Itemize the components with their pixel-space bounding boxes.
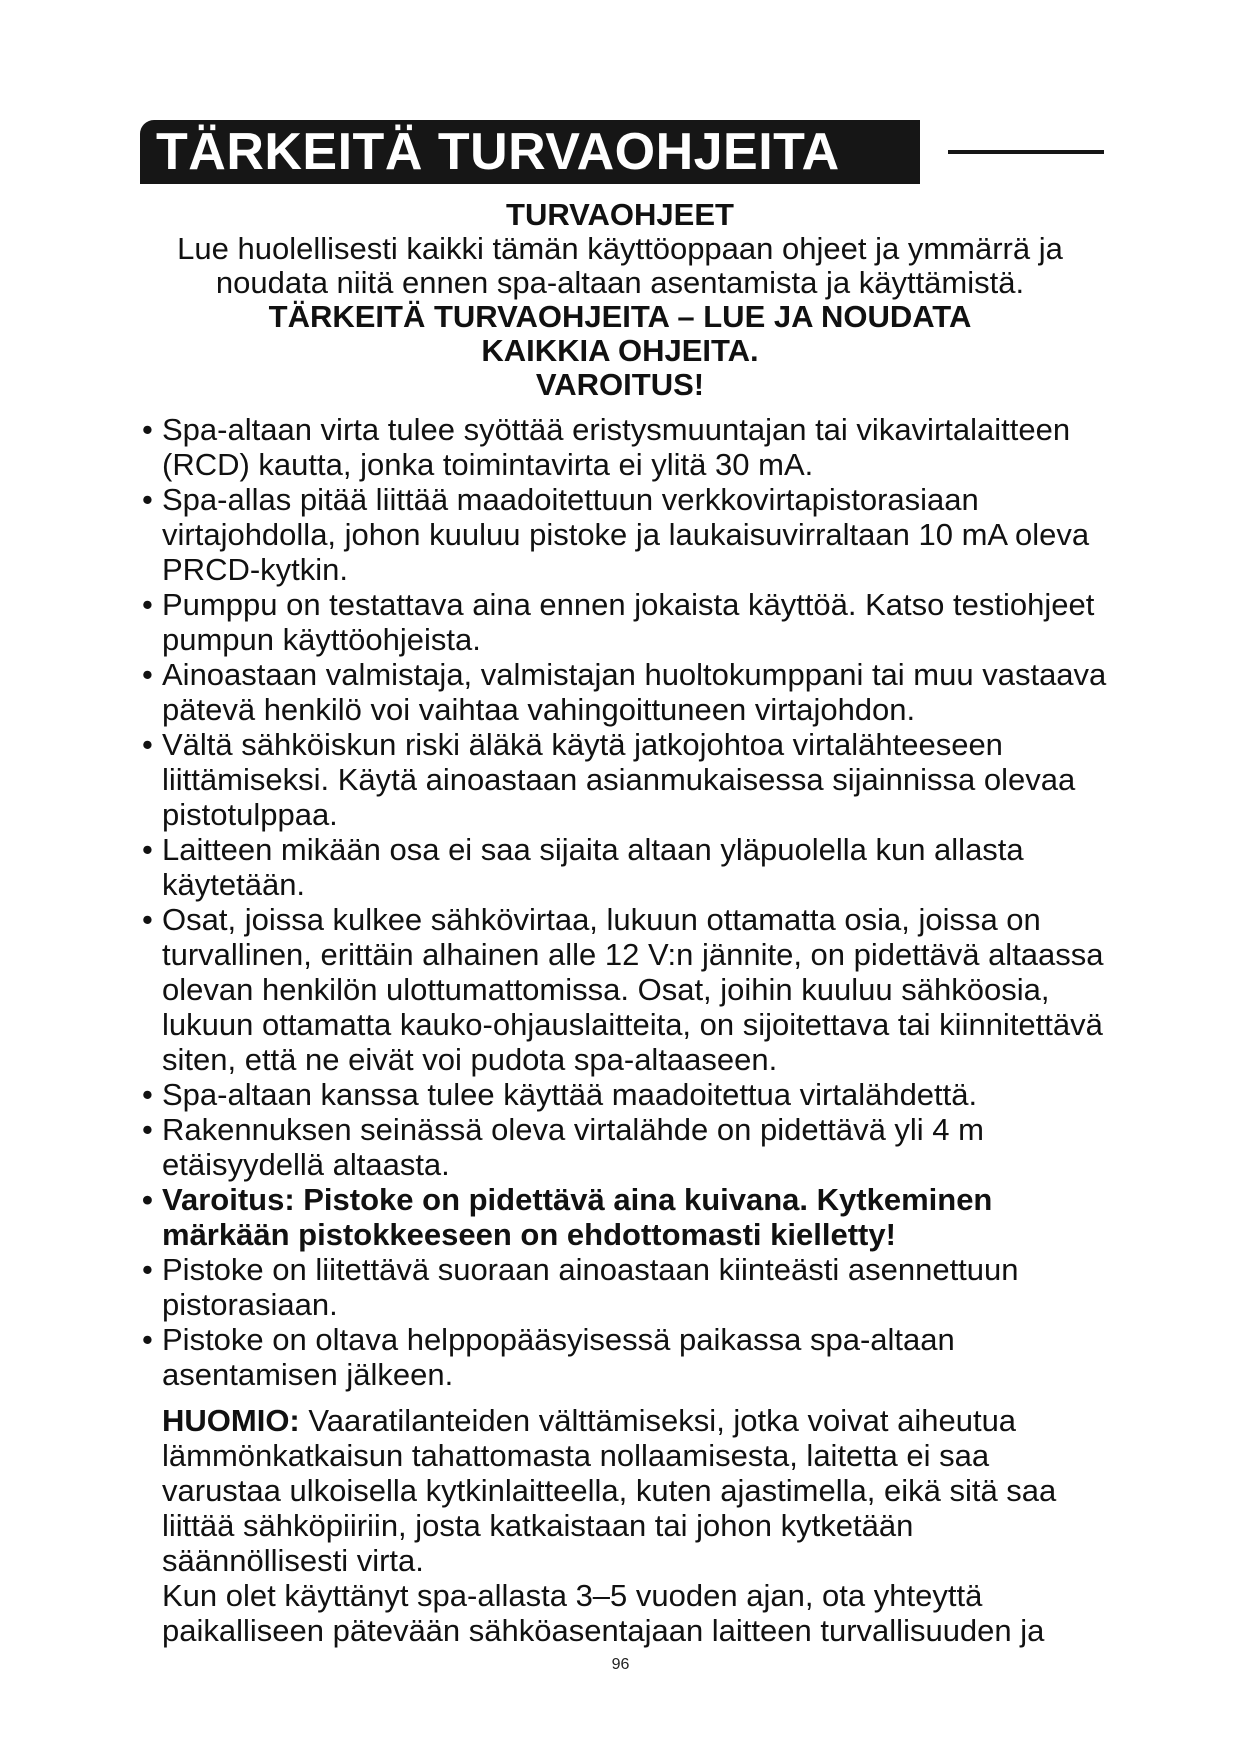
- section-title-banner: [140, 120, 920, 184]
- notice-block: [162, 1403, 1108, 1648]
- subtitle: TURVAOHJEET: [506, 197, 734, 232]
- important-heading-line2: KAIKKIA OHJEITA.: [481, 333, 759, 368]
- page-number: 96: [611, 1656, 630, 1673]
- list-item: • Vältä sähköiskun riski äläkä käytä jatkojohtoa virtalähteeseen liittämiseksi. Käytä ainoastaan asianmukaisessa sijainnissa olevaa pistotulppaa.: [140, 727, 1110, 832]
- list-item: • Pumppu on testattava aina ennen jokaista käyttöä. Katso testiohjeet pumpun käyttöohjeista.: [140, 587, 1110, 657]
- list-item: • Rakennuksen seinässä oleva virtalähde on pidettävä yli 4 m etäisyydellä altaasta.: [140, 1112, 1110, 1182]
- list-item: • Pistoke on liitettävä suoraan ainoastaan kiinteästi asennettuun pistorasiaan.: [140, 1252, 1110, 1322]
- notice-text: Vaaratilanteiden välttämiseksi, jotka voivat aiheutua lämmönkatkaisun tahattomasta nollaamisesta, laitetta ei saa varustaa ulkoisella kytkinlaitteella, kuten ajastimella, eikä sitä saa liittää sähköpiiriin, josta katkaistaan tai johon kytketään säännöllisesti virta.: [162, 1403, 1057, 1578]
- list-item: • Osat, joissa kulkee sähkövirtaa, lukuun ottamatta osia, joissa on turvallinen, erittäin alhainen alle 12 V:n jännite, on pidettävä altaassa olevan henkilön ulottumattomissa. Osat, joihin kuuluu sähköosia, lukuun ottamatta kauko-ohjauslaitteita, on sijoitettava tai kiinnitettävä siten, että ne eivät voi pudota spa-altaaseen.: [140, 902, 1110, 1077]
- title-rule: [948, 150, 1104, 154]
- list-item: • Pistoke on oltava helppopääsyisessä paikassa spa-altaan asentamisen jälkeen.: [140, 1322, 1110, 1392]
- list-item: • Spa-allas pitää liittää maadoitettuun verkkovirtapistorasiaan virtajohdolla, johon kuuluu pistoke ja laukaisuvirraltaan 10 mA oleva PRCD-kytkin.: [140, 482, 1110, 587]
- followup-paragraph: Kun olet käyttänyt spa-allasta 3–5 vuoden ajan, ota yhteyttä paikalliseen pätevään sähköasentajaan laitteen turvallisuuden ja: [162, 1578, 1045, 1648]
- list-item: • Spa-altaan kanssa tulee käyttää maadoitettua virtalähdettä.: [140, 1077, 1110, 1112]
- safety-list: [140, 412, 1110, 1392]
- list-item: • Laitteen mikään osa ei saa sijaita altaan yläpuolella kun allasta käytetään.: [140, 832, 1110, 902]
- notice-label: HUOMIO:: [162, 1403, 300, 1438]
- notice-paragraph: [162, 1403, 1108, 1578]
- important-heading-line1: TÄRKEITÄ TURVAOHJEITA – LUE JA NOUDATA: [268, 299, 972, 334]
- section-title: TÄRKEITÄ TURVAOHJEITA: [156, 123, 840, 181]
- warning-heading: VAROITUS!: [535, 367, 705, 402]
- list-item: • Ainoastaan valmistaja, valmistajan huoltokumppani tai muu vastaava pätevä henkilö voi vaihtaa vahingoittuneen virtajohdon.: [140, 657, 1110, 727]
- intro-block: [140, 198, 1100, 402]
- list-item: • Spa-altaan virta tulee syöttää eristysmuuntajan tai vikavirtalaitteen (RCD) kautta, jonka toimintavirta ei ylitä 30 mA.: [140, 412, 1110, 482]
- list-item-warning: • Varoitus: Pistoke on pidettävä aina kuivana. Kytkeminen märkään pistokkeeseen on ehdottomasti kielletty!: [140, 1182, 1110, 1252]
- intro-text: Lue huolellisesti kaikki tämän käyttöoppaan ohjeet ja ymmärrä ja noudata niitä ennen spa-altaan asentamista ja käyttämistä.: [177, 231, 1063, 300]
